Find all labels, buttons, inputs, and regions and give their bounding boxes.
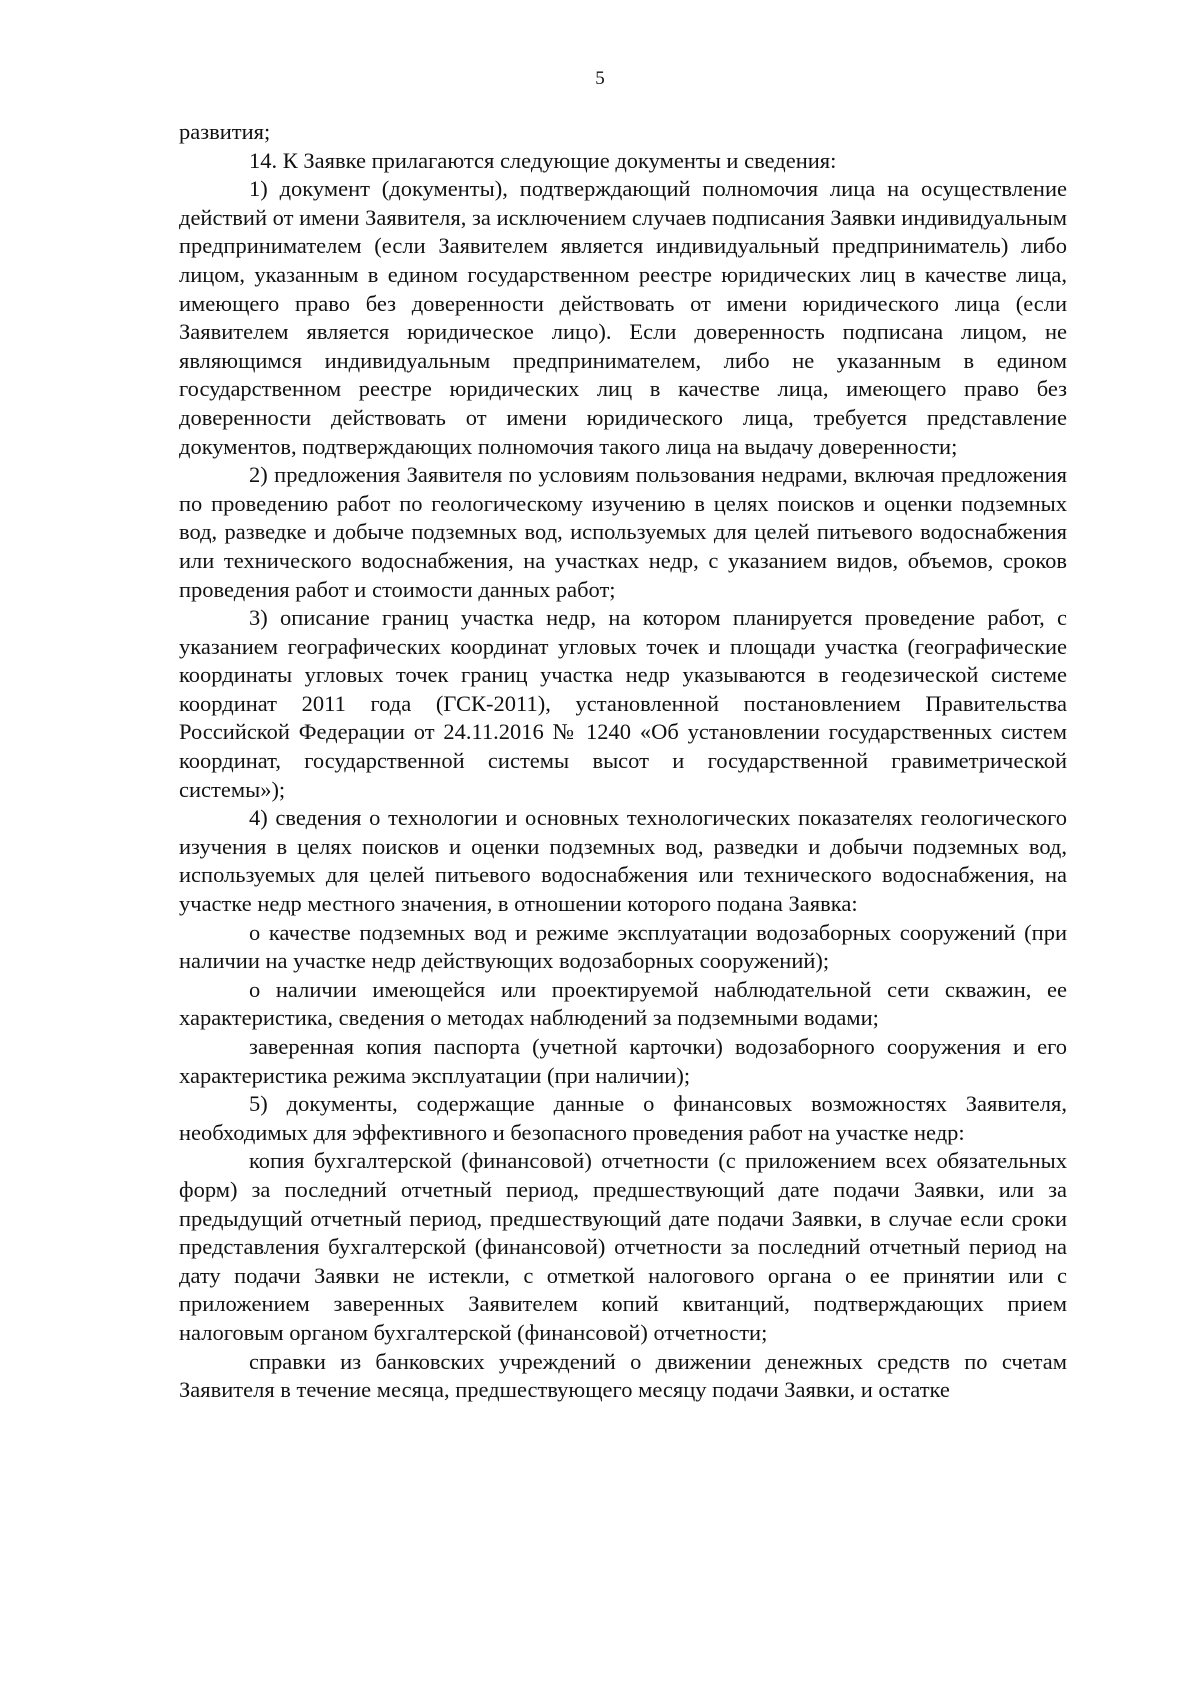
paragraph: о качестве подземных вод и режиме эксплуатации водозаборных сооружений (при наличии на участке недр действующих водозаборных сооружений); [179, 919, 1067, 974]
paragraph: 4) сведения о технологии и основных технологических показателях геологического изучения в целях поисков и оценки подземных вод, разведки и добычи подземных вод, используемых для целей питьевого водоснабжения или технического водоснабжения, на участке недр местного значения, в отношении которого подана Заявка: [179, 805, 1067, 917]
paragraph: 1) документ (документы), подтверждающий полномочия лица на осуществление действий от имени Заявителя, за исключением случаев подписания Заявки индивидуальным предпринимателем (если Заявителем является индивидуальный предприниматель) либо лицом, указанным в едином государственном реестре юридических лиц в качестве лица, имеющего право без доверенности действовать от имени юридического лица (если Заявителем является юридическое лицо). Если доверенность подписана лицом, не являющимся индивидуальным предпринимателем, либо не указанным в едином государственном реестре юридических лиц в качестве лица, имеющего право без доверенности действовать от имени юридического лица, требуется представление документов, подтверждающих полномочия такого лица на выдачу доверенности; [179, 176, 1067, 459]
paragraph: копия бухгалтерской (финансовой) отчетности (с приложением всех обязательных форм) за последний отчетный период, предшествующий дате подачи Заявки, или за предыдущий отчетный период, предшествующий дате подачи Заявки, в случае если сроки представления бухгалтерской (финансовой) отчетности за последний отчетный период на дату подачи Заявки не истекли, с отметкой налогового органа о ее принятии или с приложением заверенных Заявителем копий квитанций, подтверждающих прием налоговым органом бухгалтерской (финансовой) отчетности; [179, 1148, 1067, 1345]
paragraph: 3) описание границ участка недр, на котором планируется проведение работ, с указанием географических координат угловых точек и площади участка (географические координаты угловых точек границ участка недр указываются в геодезической системе координат 2011 года (ГСК-2011), установленной постановлением Правительства Российской Федерации от 24.11.2016 № 1240 «Об установлении государственных систем координат, государственной системы высот и государственной гравиметрической системы»); [179, 605, 1067, 802]
document-body [179, 118, 1067, 1405]
paragraph: 2) предложения Заявителя по условиям пользования недрами, включая предложения по проведению работ по геологическому изучению в целях поисков и оценки подземных вод, разведке и добыче подземных вод, используемых для целей питьевого водоснабжения или технического водоснабжения, на участках недр, с указанием видов, объемов, сроков проведения работ и стоимости данных работ; [179, 462, 1067, 602]
paragraph: развития; [179, 119, 271, 144]
page-number: 5 [595, 68, 605, 89]
paragraph: 5) документы, содержащие данные о финансовых возможностях Заявителя, необходимых для эффективного и безопасного проведения работ на участке недр: [179, 1091, 1067, 1145]
paragraph: справки из банковских учреждений о движении денежных средств по счетам Заявителя в течение месяца, предшествующего месяцу подачи Заявки, и остатке [179, 1348, 1067, 1403]
paragraph: заверенная копия паспорта (учетной карточки) водозаборного сооружения и его характеристика режима эксплуатации (при наличии); [179, 1034, 1067, 1088]
paragraph: 14. К Заявке прилагаются следующие документы и сведения: [249, 147, 837, 173]
paragraph: о наличии имеющейся или проектируемой наблюдательной сети скважин, ее характеристика, сведения о методах наблюдений за подземными водами; [179, 976, 1067, 1031]
